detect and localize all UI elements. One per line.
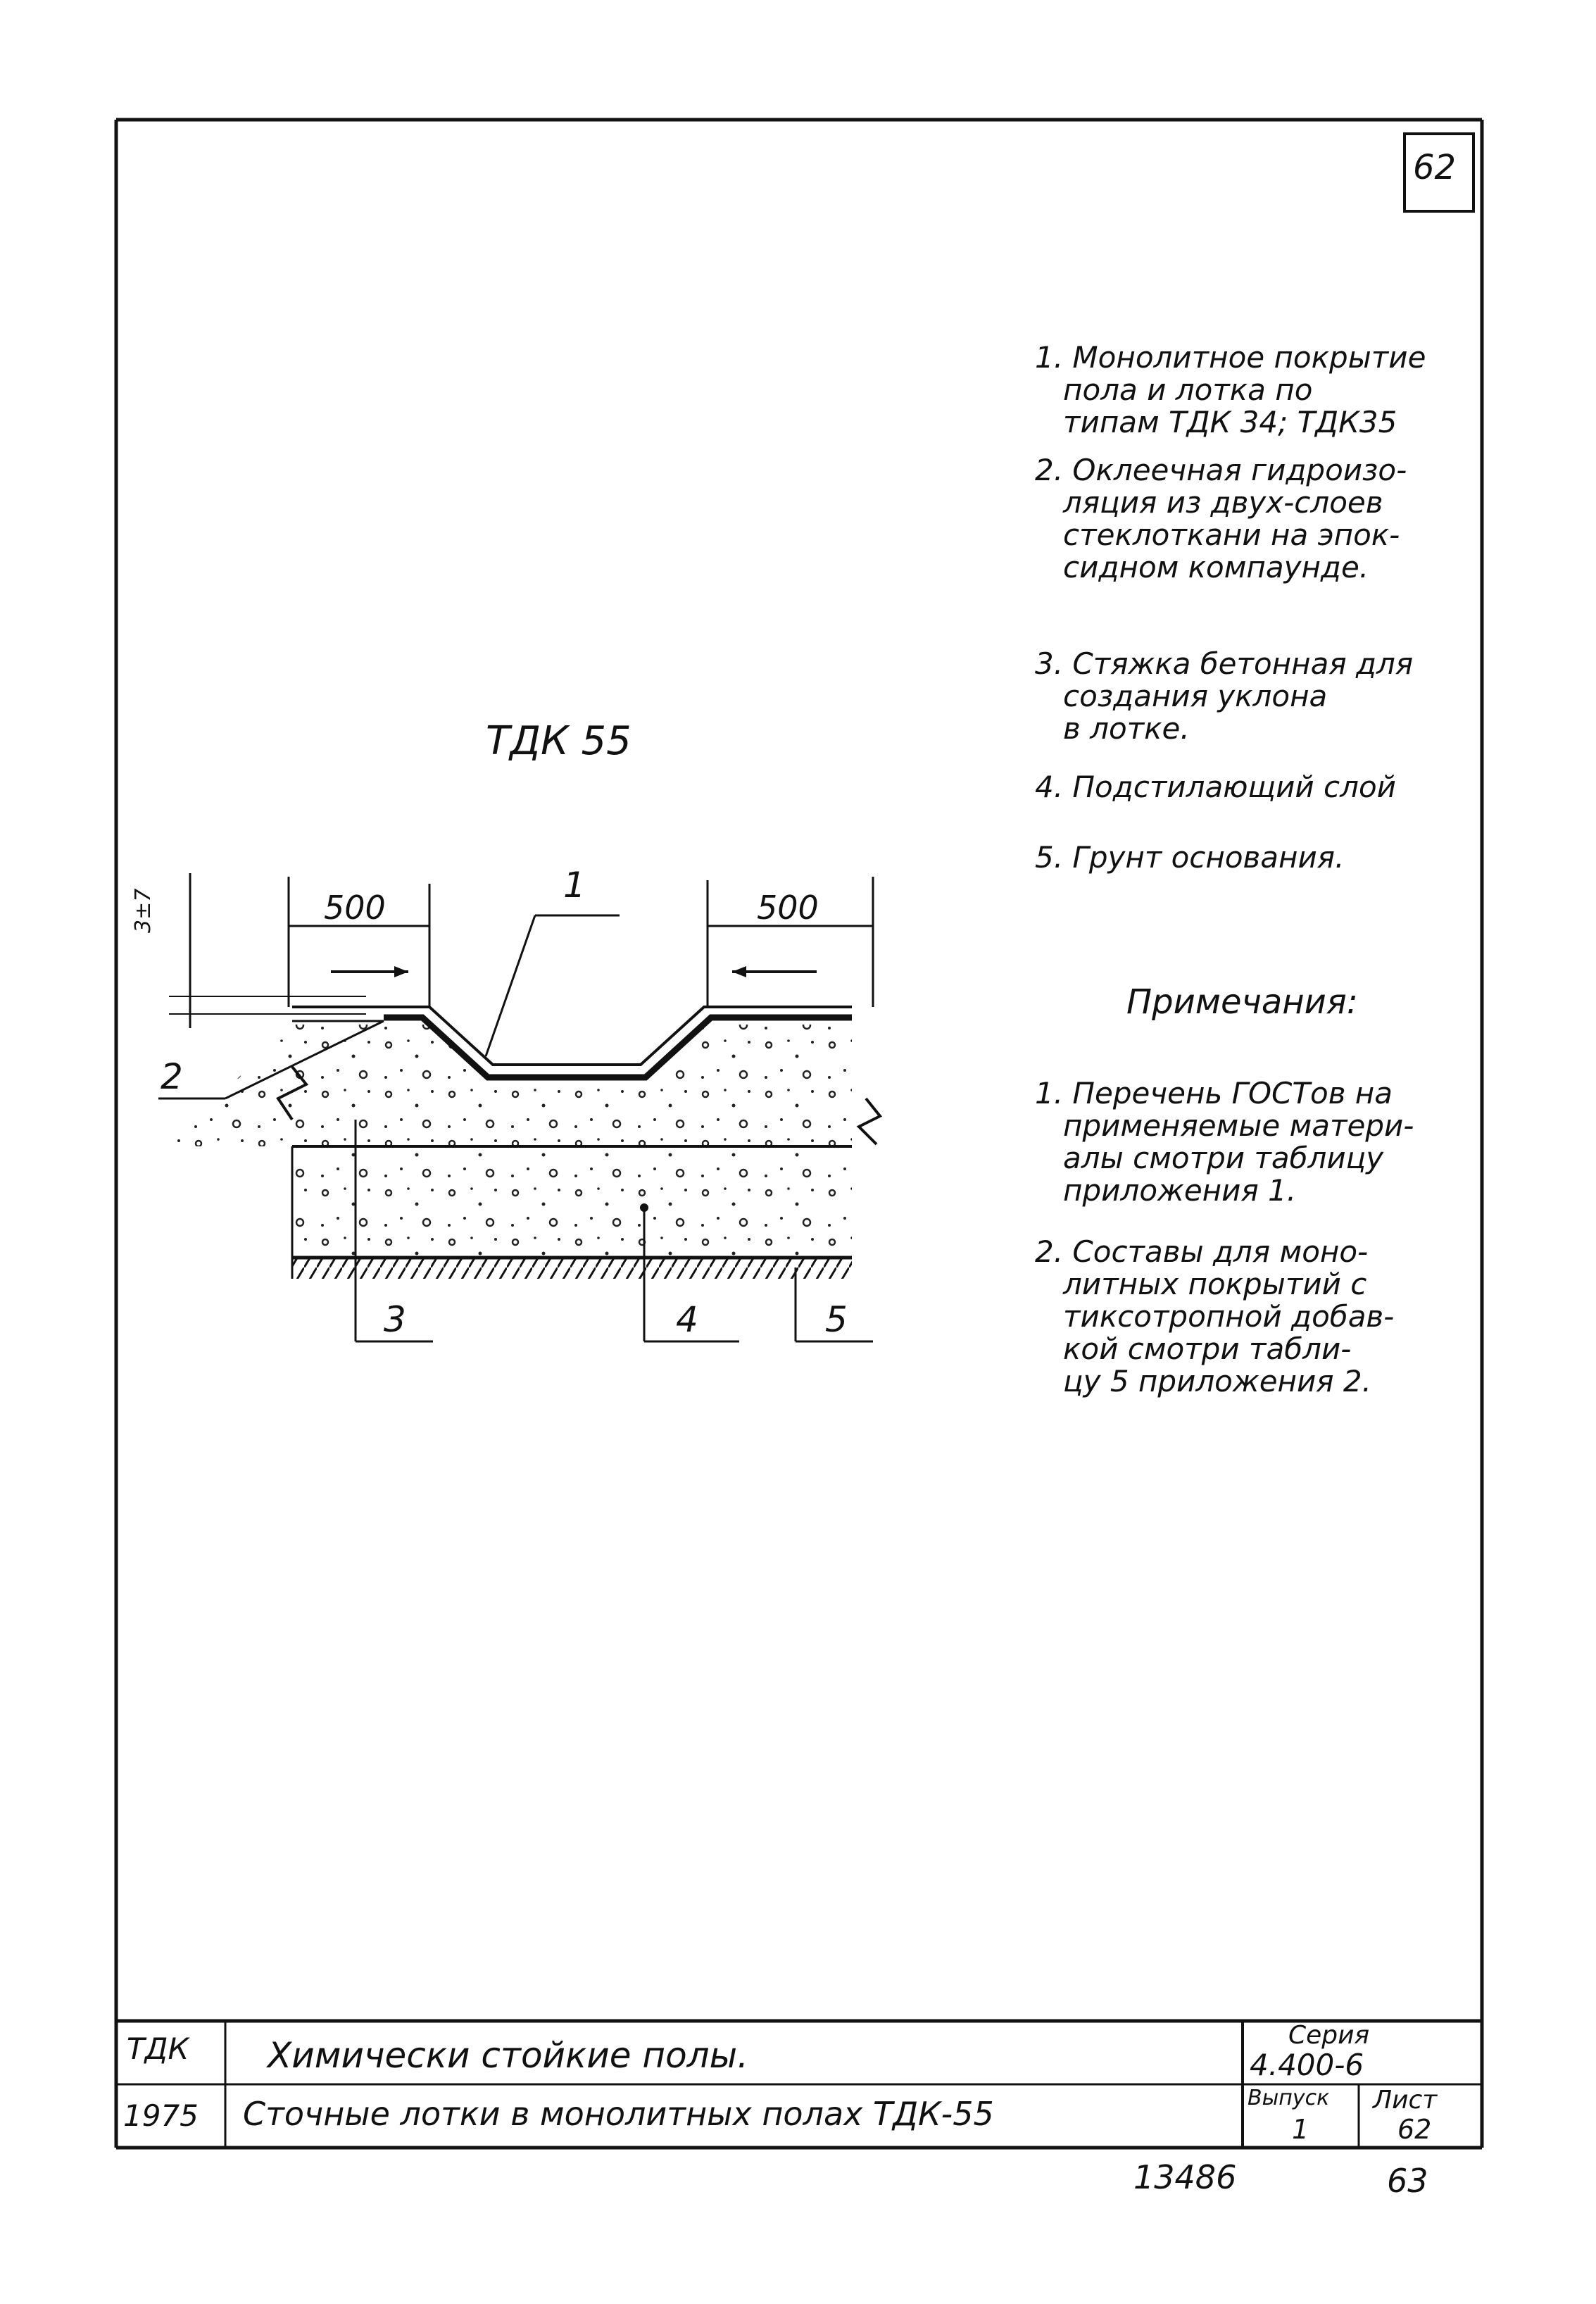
callout-4: 4 <box>676 1299 698 1340</box>
dim-left-width: 500 <box>324 889 386 927</box>
cross-section-drawing <box>158 873 880 1341</box>
sheet-value: 62 <box>1397 2114 1432 2145</box>
note-item-2: 2. Составы для моно- литных покрытий с тиксотропной добав- кой смотри табли- цу 5 приложения 2. <box>1035 1234 1395 1398</box>
note-item-1: 1. Перечень ГОСТов на применяемые матери- алы смотри таблицу приложения 1. <box>1035 1076 1414 1208</box>
issue-value: 1 <box>1292 2114 1309 2145</box>
legend-item-1: 1. Монолитное покрытие пола и лотка по типам ТДК 34; ТДК35 <box>1035 340 1426 439</box>
legend-item-2: 2. Оклеечная гидроизо- ляция из двух-слоев стеклоткани на эпок- сидном компаунде. <box>1035 453 1407 584</box>
underlayer <box>292 1146 852 1258</box>
ground-hatch <box>292 1258 852 1279</box>
title-block-year: 1975 <box>123 2098 199 2133</box>
page-number: 62 <box>1413 148 1457 187</box>
callout-2: 2 <box>161 1056 183 1097</box>
issue-label: Выпуск <box>1248 2086 1330 2110</box>
legend-item-5: 5. Грунт основания. <box>1035 840 1345 875</box>
series-label: Серия <box>1288 2021 1370 2050</box>
legend-item-3: 3. Стяжка бетонная для создания уклона в лотке. <box>1035 646 1414 746</box>
series-value: 4.400-6 <box>1250 2048 1364 2082</box>
title-block-title-1: Химически стойкие полы. <box>268 2035 749 2076</box>
dim-right-width: 500 <box>757 889 819 927</box>
slope-arrowhead-left <box>394 966 408 977</box>
break-mark-right <box>859 1098 880 1144</box>
leader-1 <box>486 915 535 1056</box>
drawing-title: ТДК 55 <box>486 718 632 764</box>
title-block-title-2: Сточные лотки в монолитных полах ТДК-55 <box>243 2095 994 2133</box>
inventory-number: 13486 <box>1133 2158 1237 2196</box>
sheet-label: Лист <box>1373 2086 1438 2115</box>
title-block-code: ТДК <box>127 2031 189 2066</box>
screed-layer <box>169 1025 852 1146</box>
page-mark: 63 <box>1387 2162 1428 2200</box>
slope-arrowhead-right <box>732 966 746 977</box>
callout-5: 5 <box>825 1299 848 1340</box>
callout-3: 3 <box>384 1299 406 1340</box>
dim-thickness: 3±7 <box>131 888 156 933</box>
notes-heading: Примечания: <box>1126 982 1358 1022</box>
legend-item-4: 4. Подстилающий слой <box>1035 770 1396 804</box>
leader-4-dot <box>640 1203 648 1212</box>
callout-1: 1 <box>563 865 586 906</box>
